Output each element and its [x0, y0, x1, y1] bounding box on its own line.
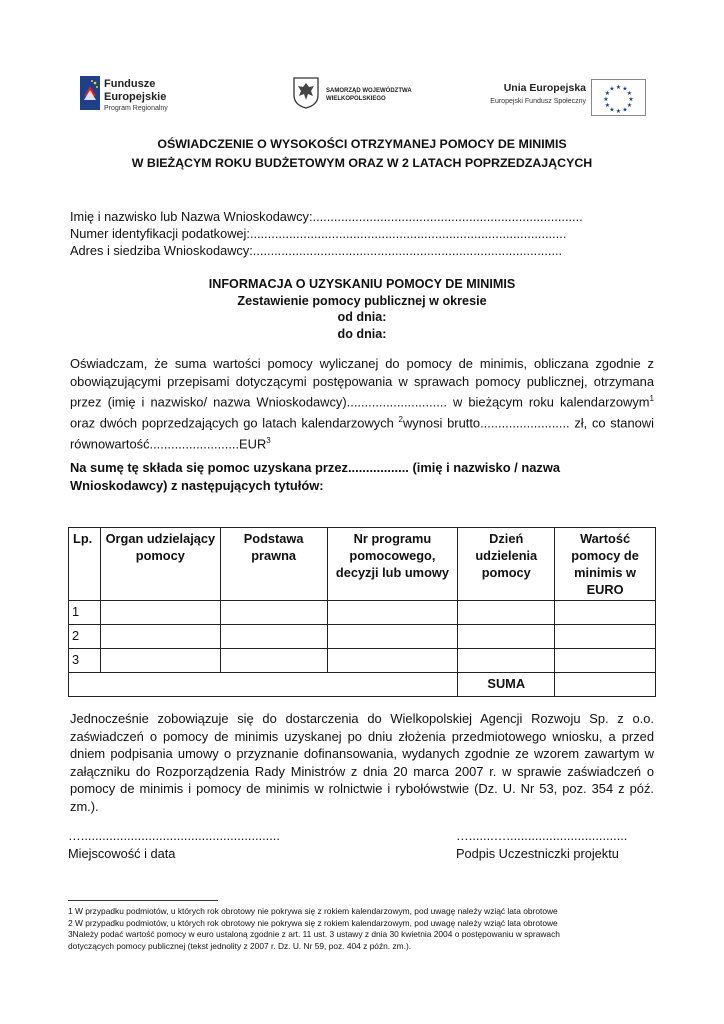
sum-label: SUMA — [458, 673, 555, 697]
svg-text:★: ★ — [603, 96, 609, 103]
footnote-1: 1 W przypadku podmiotów, u których rok obrotowy nie pokrywa się z rokiem kalendarzowym, pod uwagę należy wziąć lata obrotowe — [68, 906, 558, 916]
declaration-part1: Oświadczam, że suma wartości pomocy wyliczanej do pomocy de minimis, obliczana zgodnie z obowiązującymi przepisami dotyczącymi postępowania w sprawach pomocy publicznej, otrzymana przez (imię i nazwisko/ nazwa Wnioskodawcy)............................ w bieżącym roku kalendarzowym — [70, 356, 654, 410]
document-title-line2: W BIEŻĄCYM ROKU BUDŻETOWYM ORAZ W 2 LATACH POPRZEDZAJĄCYCH — [131, 156, 593, 170]
table-cell[interactable] — [555, 601, 656, 625]
table-cell[interactable] — [220, 601, 327, 625]
svg-text:★: ★ — [604, 90, 611, 97]
info-period: Zestawienie pomocy publicznej w okresie — [237, 293, 487, 308]
table-cell[interactable] — [458, 601, 555, 625]
eu-logo-line2: Europejski Fundusz Społeczny — [490, 98, 586, 105]
footnote-ref-3: 3 — [266, 435, 271, 445]
footnote-3: 3Należy podać wartość pomocy w euro ustaloną zgodnie z art. 11 ust. 3 ustawy z dnia 30 kwietnia 2004 o postępowaniu w sprawach — [68, 929, 560, 939]
unia-europejska-logo — [466, 79, 646, 115]
place-date-line[interactable]: …........................................................ — [68, 828, 280, 843]
info-to-date: do dnia: — [337, 326, 387, 341]
footnote-ref-1: 1 — [649, 394, 654, 404]
sum-row-blank — [69, 673, 458, 697]
footnote-divider — [68, 900, 218, 901]
col-header-nr-programu: Nr programu pomocowego, decyzji lub umowy — [327, 528, 458, 601]
samorzad-line2: WIELKOPOLSKIEGO — [326, 96, 386, 102]
sum-statement: Na sumę tę składa się pomoc uzyskana przez................. (imię i nazwisko / nazwa Wnioskodawcy) z następujących tytułów: — [70, 460, 561, 493]
svg-text:★: ★ — [626, 90, 633, 97]
footnote-ref-2: 2 — [398, 415, 403, 425]
table-cell[interactable] — [555, 649, 656, 673]
table-cell[interactable] — [327, 625, 458, 649]
table-row — [69, 601, 656, 625]
eagle-crest-icon — [293, 77, 319, 109]
row-number: 1 — [69, 601, 101, 625]
tax-id-field[interactable]: Numer identyfikacji podatkowej:......................................................................................... — [70, 226, 567, 241]
applicant-name-field[interactable]: Imię i nazwisko lub Nazwa Wnioskodawcy:............................................................................ — [70, 209, 583, 224]
declaration-part2: oraz dwóch poprzedzających go latach kalendarzowych — [70, 415, 399, 431]
info-heading: INFORMACJA O UZYSKANIU POMOCY DE MINIMIS — [208, 277, 516, 291]
place-date-label: Miejscowość i data — [68, 846, 176, 861]
table-cell[interactable] — [220, 625, 327, 649]
table-sum-row — [69, 673, 656, 697]
footnote-3-continued: dotyczących pomocy publicznej (tekst jednolity z 2007 r. Dz. U. Nr 59, poz. 404 z późn. zm.). — [68, 940, 412, 951]
signature-line[interactable]: ….......….................................. — [456, 828, 628, 843]
col-header-wartosc: Wartość pomocy de minimis w EURO — [555, 528, 656, 601]
table-row — [69, 649, 656, 673]
applicant-fields — [70, 208, 583, 259]
table-cell[interactable] — [100, 649, 220, 673]
svg-text:★: ★ — [609, 106, 615, 114]
col-header-organ: Organ udzielający pomocy — [100, 528, 220, 601]
obligation-paragraph: Jednocześnie zobowiązuje się do dostarczenia do Wielkopolskiej Agencji Rozwoju Sp. z o.o. zaświadczeń o pomocy de minimis uzyskanej po dniu złożenia przedmiotowego wniosku, a przed dniem podpisania umowy o przyznanie dofinansowania, wydanych zgodnie ze wzorem zawartym w załączniku do Rozporządzenia Rady Ministrów z dnia 20 marca 2007 r. w sprawie zaświadczeń o pomocy de minimis i pomocy de minimis w rolnictwie i rybołówstwie (Dz. U. Nr 53, poz. 354 z póź. zm.). — [70, 711, 654, 814]
svg-text:★: ★ — [628, 96, 634, 103]
eu-logo-line1: Unia Europejska — [503, 82, 586, 94]
info-heading-block — [40, 276, 684, 342]
info-from-date: od dnia: — [337, 310, 387, 324]
table-row — [69, 625, 656, 649]
svg-text:★: ★ — [622, 85, 628, 93]
col-header-lp: Lp. — [69, 528, 101, 601]
table-cell[interactable] — [100, 601, 220, 625]
fe-logo-line2: Europejskie — [104, 91, 167, 103]
svg-text:★: ★ — [609, 85, 615, 93]
eu-flag-icon — [591, 79, 646, 116]
signature-label: Podpis Uczestniczki projektu — [456, 846, 619, 861]
table-cell[interactable] — [327, 601, 458, 625]
sum-value-cell[interactable] — [555, 673, 656, 697]
footnotes — [68, 906, 668, 952]
fundusze-europejskie-logo — [80, 74, 200, 116]
col-header-dzien: Dzień udzielenia pomocy — [458, 528, 555, 601]
table-cell[interactable] — [100, 625, 220, 649]
address-field[interactable]: Adres i siedziba Wnioskodawcy:....................................................................................... — [70, 243, 563, 258]
samorzad-line1: SAMORZĄD WOJEWÓDZTWA — [326, 88, 412, 94]
table-cell[interactable] — [458, 649, 555, 673]
samorzad-logo — [290, 77, 430, 111]
svg-text:★: ★ — [615, 84, 622, 91]
row-number: 2 — [69, 625, 101, 649]
table-cell[interactable] — [327, 649, 458, 673]
fundusze-europejskie-mark-icon — [80, 76, 100, 110]
declaration-part3: wynosi brutto......................... zł, co stanowi równowartość.........................EUR — [70, 415, 654, 452]
footnote-2: 2 W przypadku podmiotów, u których rok obrotowy nie pokrywa się z rokiem kalendarzowym, pod uwagę należy wziąć lata obrotowe — [68, 917, 558, 928]
svg-text:★: ★ — [622, 106, 628, 114]
row-number: 3 — [69, 649, 101, 673]
document-title-line1: OŚWIADCZENIE O WYSOKOŚCI OTRZYMANEJ POMOCY DE MINIMIS — [157, 137, 567, 151]
table-cell[interactable] — [220, 649, 327, 673]
fe-logo-line3: Program Regionalny — [104, 105, 168, 112]
col-header-podstawa: Podstawa prawna — [220, 528, 327, 601]
fe-logo-line1: Fundusze — [104, 78, 156, 90]
table-cell[interactable] — [555, 625, 656, 649]
table-header-row — [69, 528, 656, 601]
de-minimis-table — [68, 527, 656, 697]
declaration-paragraph — [70, 355, 654, 453]
svg-text:★: ★ — [604, 102, 611, 109]
svg-text:★: ★ — [626, 102, 633, 109]
svg-text:★: ★ — [615, 108, 622, 115]
table-cell[interactable] — [458, 625, 555, 649]
